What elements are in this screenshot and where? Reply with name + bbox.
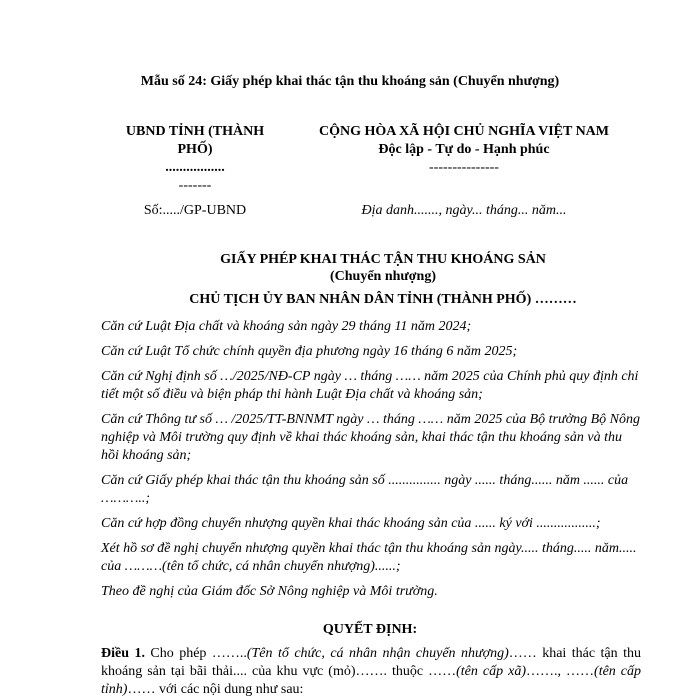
national-motto: Độc lập - Tự do - Hạnh phúc	[378, 142, 550, 157]
ground-item: Theo đề nghị của Giám đốc Sở Nông nghiệp và Môi trường.	[101, 584, 438, 599]
authority-line-1: UBND TỈNH (THÀNH	[125, 124, 265, 139]
ground-item: Căn cứ Giấy phép khai thác tận thu khoáng sản số ............... ngày ...... tháng...... năm ...... của ………..;	[101, 473, 629, 506]
document-title-line-1: GIẤY PHÉP KHAI THÁC TẬN THU KHOÁNG SẢN	[220, 252, 546, 267]
article-1-commune: (tên cấp xã)	[456, 664, 527, 679]
national-title: CỘNG HÒA XÃ HỘI CHỦ NGHĨA VIỆT NAM	[318, 124, 609, 139]
article-1-text: ……., ……	[526, 664, 595, 679]
article-1-text: Cho phép ……..	[144, 646, 247, 661]
chairman-heading: CHỦ TỊCH ỦY BAN NHÂN DÂN TỈNH (THÀNH PHỐ) ………	[189, 292, 577, 307]
form-title: Mẫu số 24: Giấy phép khai thác tận thu khoáng sản (Chuyển nhượng)	[140, 74, 560, 89]
article-1-province: (tên cấp tỉnh)	[101, 664, 642, 697]
place-date: Địa danh......., ngày... tháng... năm...	[361, 203, 567, 218]
issuing-authority	[110, 123, 280, 195]
article-1-label: Điều 1.	[101, 646, 145, 661]
ground-item: Căn cứ Thông tư số … /2025/TT-BNNMT ngày … tháng …… năm 2025 của Bộ trưởng Bộ Nông nghiệp và Môi trường quy định về khai thác khoáng sản, khai thác tận thu khoáng sản và thu hồi khoáng sản;	[101, 412, 640, 463]
legal-grounds	[101, 318, 641, 608]
ground-item: Căn cứ Luật Địa chất và khoáng sản ngày 29 tháng 11 năm 2024;	[101, 319, 472, 334]
article-1-text: …… với các nội dung như sau:	[127, 682, 304, 697]
national-header	[296, 123, 632, 177]
authority-line-2: PHỐ)	[177, 142, 213, 157]
decision-heading: QUYẾT ĐỊNH:	[322, 622, 418, 637]
document-number: Số:...../GP-UBND	[143, 203, 247, 218]
article-1-recipient: (Tên tổ chức, cá nhân nhận chuyển nhượng)	[246, 646, 509, 661]
ground-item: Xét hồ sơ đề nghị chuyển nhượng quyền khai thác tận thu khoáng sản ngày..... tháng..... năm..... của ………(tên tổ chức, cá nhân chuyển nhượng)......;	[101, 541, 637, 574]
document-title-line-2: (Chuyển nhượng)	[329, 269, 437, 284]
authority-dots: .................	[165, 160, 225, 175]
ground-item: Căn cứ Luật Tổ chức chính quyền địa phương ngày 16 tháng 6 năm 2025;	[101, 344, 518, 359]
ground-item: Căn cứ hợp đồng chuyển nhượng quyền khai thác khoáng sản của ...... ký với .................;	[101, 516, 601, 531]
article-1-text: …… khai thác tận thu khoáng sản tại bãi thải.... của khu vực (mỏ)……. thuộc ……	[101, 646, 641, 679]
national-separator: ---------------	[429, 160, 499, 175]
article-1	[101, 645, 641, 699]
ground-item: Căn cứ Nghị định số …/2025/NĐ-CP ngày … tháng …… năm 2025 của Chính phủ quy định chi tiết một số điều và biện pháp thi hành Luật Địa chất và khoáng sản;	[101, 369, 639, 402]
authority-separator: -------	[178, 178, 212, 193]
document-title	[0, 251, 700, 285]
